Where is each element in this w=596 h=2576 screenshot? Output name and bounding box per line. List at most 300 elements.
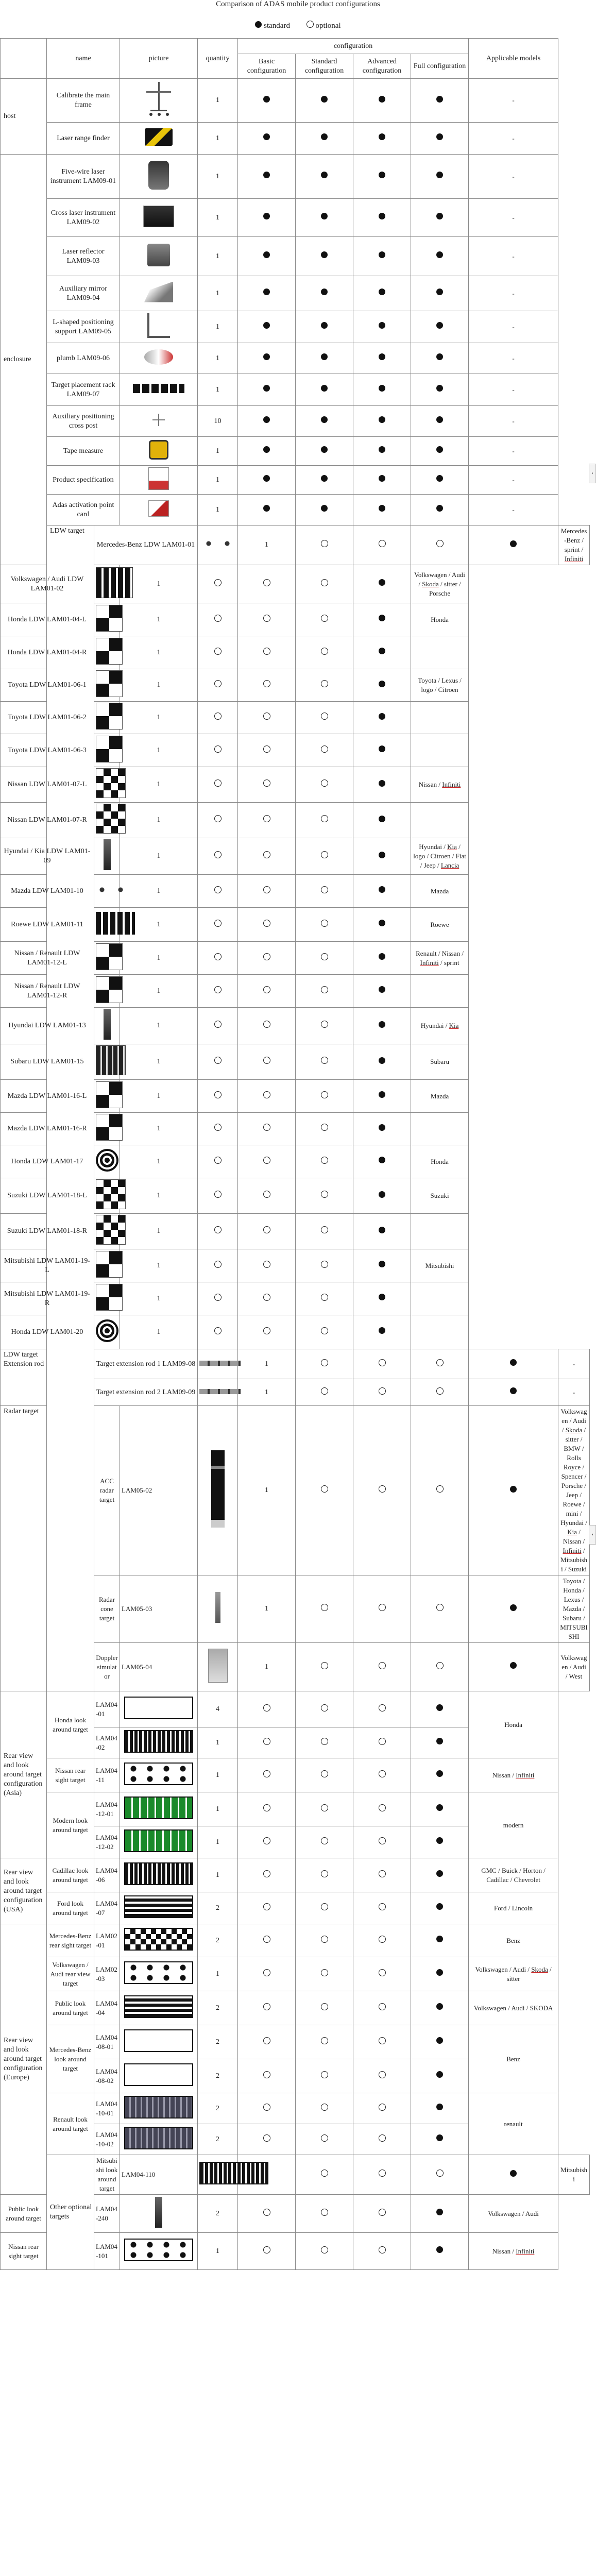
applicable-models: Roewe xyxy=(411,908,469,942)
item-picture xyxy=(94,1249,120,1282)
filled-circle-icon xyxy=(436,1969,443,1976)
config-standard-cell xyxy=(296,1792,353,1826)
config-standard-cell xyxy=(238,908,296,942)
config-advanced-cell xyxy=(411,526,469,565)
table-row xyxy=(1,276,590,311)
config-basic-cell xyxy=(198,1249,238,1282)
item-name: Laser range finder xyxy=(47,123,120,155)
filled-circle-icon xyxy=(263,322,270,329)
config-standard-cell xyxy=(353,1349,411,1379)
config-full-cell xyxy=(469,2155,558,2195)
item-picture xyxy=(94,734,120,767)
item-quantity: 1 xyxy=(120,1080,198,1113)
hollow-circle-icon xyxy=(321,851,328,858)
mat-image xyxy=(124,2239,193,2261)
applicable-models: Mercedes-Benz / sprint / Infiniti xyxy=(558,526,590,565)
table-row xyxy=(1,1858,590,1892)
filled-circle-icon xyxy=(379,1091,385,1098)
item-quantity: 1 xyxy=(238,1575,296,1643)
hollow-circle-icon xyxy=(379,2170,386,2177)
item-name: Mazda LDW LAM01-16-R xyxy=(1,1113,94,1145)
config-advanced-cell xyxy=(296,1178,353,1214)
hollow-circle-icon xyxy=(321,1124,328,1131)
item-name: Suzuki LDW LAM01-18-L xyxy=(1,1178,94,1214)
hollow-circle-icon xyxy=(321,1157,328,1164)
table-row xyxy=(1,565,590,603)
laser-image xyxy=(148,161,169,190)
table-row xyxy=(1,437,590,466)
config-advanced-cell xyxy=(353,1924,411,1957)
config-advanced-cell xyxy=(353,374,411,406)
filled-circle-icon xyxy=(263,475,270,482)
item-picture xyxy=(94,838,120,875)
hollow-circle-icon xyxy=(263,1704,270,1711)
legend-standard: standard xyxy=(255,22,290,30)
panel-image xyxy=(96,1045,126,1075)
config-advanced-cell xyxy=(353,276,411,311)
item-quantity: 1 xyxy=(198,1957,238,1991)
config-full-cell xyxy=(353,838,411,875)
config-advanced-cell xyxy=(353,199,411,237)
config-full-cell xyxy=(353,636,411,669)
filled-circle-icon xyxy=(379,852,385,858)
item-picture xyxy=(120,2059,198,2093)
config-basic-cell xyxy=(238,1792,296,1826)
item-quantity: 1 xyxy=(198,1758,238,1792)
config-full-cell xyxy=(353,942,411,975)
table-row xyxy=(1,237,590,276)
hollow-circle-icon xyxy=(379,1485,386,1493)
applicable-models xyxy=(411,1282,469,1315)
mat-image xyxy=(124,1730,193,1753)
filled-circle-icon xyxy=(379,96,385,103)
config-full-cell xyxy=(411,437,469,466)
config-basic-cell xyxy=(296,2155,353,2195)
config-full-cell xyxy=(411,1727,469,1758)
hollow-circle-icon xyxy=(379,2003,386,2010)
item-quantity: 2 xyxy=(198,1924,238,1957)
config-standard-cell xyxy=(353,1379,411,1406)
item-name: Honda LDW LAM01-04-L xyxy=(1,603,94,636)
config-full-cell xyxy=(353,1008,411,1044)
item-code: LAM05-04 xyxy=(120,1643,198,1691)
config-advanced-cell xyxy=(353,1957,411,1991)
filled-circle-icon xyxy=(436,1870,443,1877)
applicable-models xyxy=(411,975,469,1008)
mat-image xyxy=(124,2063,193,2086)
item-quantity: 1 xyxy=(120,565,198,603)
hollow-circle-icon xyxy=(321,953,328,960)
item-name: Ford look around target xyxy=(47,1892,94,1924)
reflect-image xyxy=(147,244,170,266)
applicable-models: Benz xyxy=(469,1924,558,1957)
config-standard-cell xyxy=(296,1826,353,1858)
applicable-models: GMC / Buick / Horton / Cadillac / Chevrolet xyxy=(469,1858,558,1892)
hollow-circle-icon xyxy=(321,1969,328,1976)
hollow-circle-icon xyxy=(263,648,270,655)
config-standard-cell xyxy=(353,1406,411,1575)
item-name: Hyundai / Kia LDW LAM01-09 xyxy=(1,838,94,875)
scroll-right-button[interactable]: › xyxy=(589,464,596,483)
config-basic-cell xyxy=(238,1758,296,1792)
hollow-circle-icon xyxy=(321,1770,328,1777)
config-standard-cell xyxy=(296,79,353,123)
item-picture xyxy=(120,2025,198,2059)
config-advanced-cell xyxy=(353,237,411,276)
hollow-circle-icon xyxy=(263,851,270,858)
config-advanced-cell xyxy=(353,1691,411,1727)
hollow-circle-icon xyxy=(379,1704,386,1711)
config-basic-cell xyxy=(198,908,238,942)
hollow-circle-icon xyxy=(436,1604,444,1611)
table-row xyxy=(1,1080,590,1113)
check-image xyxy=(96,670,123,697)
filled-circle-icon xyxy=(321,475,328,482)
hollow-circle-icon xyxy=(436,2170,444,2177)
item-quantity: 1 xyxy=(120,1214,198,1249)
check-image xyxy=(96,1114,123,1141)
config-standard-cell xyxy=(238,975,296,1008)
table-row xyxy=(1,1792,590,1826)
hollow-circle-icon xyxy=(263,2246,270,2253)
item-quantity: 1 xyxy=(120,702,198,734)
applicable-models: - xyxy=(469,123,558,155)
filled-circle-icon xyxy=(263,96,270,103)
table-row xyxy=(1,79,590,123)
config-advanced-cell xyxy=(296,1214,353,1249)
hollow-circle-icon xyxy=(263,1770,270,1777)
hollow-circle-icon xyxy=(379,1604,386,1611)
hollow-circle-icon xyxy=(321,920,328,927)
filled-circle-icon xyxy=(436,1837,443,1844)
hollow-circle-icon xyxy=(379,1837,386,1844)
hollow-circle-icon xyxy=(321,1021,328,1028)
config-basic-cell xyxy=(198,603,238,636)
table-row xyxy=(1,803,590,838)
table-row xyxy=(1,908,590,942)
filled-circle-icon xyxy=(379,986,385,993)
item-name: Honda LDW LAM01-04-R xyxy=(1,636,94,669)
config-basic-cell xyxy=(198,565,238,603)
item-name: Tape measure xyxy=(47,437,120,466)
config-basic-cell xyxy=(238,155,296,199)
table-row xyxy=(1,2155,590,2195)
applicable-models: - xyxy=(469,199,558,237)
hollow-circle-icon xyxy=(214,615,222,622)
item-picture xyxy=(198,1643,238,1691)
config-full-cell xyxy=(411,495,469,526)
item-code: LAM04-01 xyxy=(94,1691,120,1727)
item-quantity: 1 xyxy=(198,1858,238,1892)
config-basic-cell xyxy=(238,1858,296,1892)
config-full-cell xyxy=(469,1575,558,1643)
table-row xyxy=(1,702,590,734)
item-name: Mazda LDW LAM01-16-L xyxy=(1,1080,94,1113)
config-full-cell xyxy=(411,1924,469,1957)
applicable-models: Benz xyxy=(469,2025,558,2093)
hollow-circle-icon xyxy=(321,1738,328,1745)
table-row xyxy=(1,199,590,237)
item-quantity: 1 xyxy=(120,1044,198,1080)
hollow-circle-icon xyxy=(214,851,222,858)
config-advanced-cell xyxy=(296,1044,353,1080)
hollow-circle-icon xyxy=(321,2003,328,2010)
config-standard-cell xyxy=(238,1315,296,1349)
config-advanced-cell xyxy=(411,1643,469,1691)
config-advanced-cell xyxy=(296,1282,353,1315)
hollow-circle-icon xyxy=(214,1226,222,1233)
item-name: plumb LAM09-06 xyxy=(47,343,120,374)
item-quantity: 1 xyxy=(198,374,238,406)
config-full-cell xyxy=(411,374,469,406)
hollow-circle-icon xyxy=(379,2104,386,2111)
header-picture: picture xyxy=(120,39,198,79)
config-standard-cell xyxy=(238,1214,296,1249)
hollow-circle-icon xyxy=(214,713,222,720)
filled-circle-icon xyxy=(379,475,385,482)
filled-circle-icon xyxy=(379,1261,385,1267)
hollow-circle-icon xyxy=(214,579,222,586)
config-advanced-cell xyxy=(411,2155,469,2195)
config-full-cell xyxy=(411,2059,469,2093)
config-advanced-cell xyxy=(296,1080,353,1113)
item-code: LAM05-02 xyxy=(120,1406,198,1575)
config-standard-cell xyxy=(238,803,296,838)
applicable-models: Honda xyxy=(411,603,469,636)
header-advanced: Advanced configuration xyxy=(353,54,411,79)
item-name: Mitsubishi look around target xyxy=(94,2155,120,2195)
doppler-image xyxy=(208,1649,228,1683)
config-standard-cell xyxy=(353,526,411,565)
item-picture xyxy=(94,803,120,838)
mat-image xyxy=(124,1797,193,1819)
item-name: Toyota LDW LAM01-06-2 xyxy=(1,702,94,734)
hollow-circle-icon xyxy=(321,779,328,787)
config-full-cell xyxy=(411,2233,469,2270)
table-row xyxy=(1,1991,590,2025)
item-picture xyxy=(120,79,198,123)
header-configuration: configuration xyxy=(238,39,469,54)
applicable-models: Volkswagen / Audi / Skoda / sitter / Porsche xyxy=(411,565,469,603)
filled-circle-icon xyxy=(436,1804,443,1811)
filled-circle-icon xyxy=(436,1704,443,1711)
hollow-circle-icon xyxy=(321,579,328,586)
card-image xyxy=(148,500,169,517)
item-code: LAM04-12-01 xyxy=(94,1792,120,1826)
item-quantity: 1 xyxy=(198,466,238,495)
config-advanced-cell xyxy=(353,79,411,123)
config-advanced-cell xyxy=(353,155,411,199)
config-full-cell xyxy=(469,1349,558,1379)
header-models: Applicable models xyxy=(469,39,558,79)
config-standard-cell xyxy=(296,199,353,237)
item-name: ACC radar target xyxy=(94,1406,120,1575)
item-name: Mitsubishi LDW LAM01-19-L xyxy=(1,1249,94,1282)
item-name: Suzuki LDW LAM01-18-R xyxy=(1,1214,94,1249)
item-name: Nissan LDW LAM01-07-L xyxy=(1,767,94,803)
config-full-cell xyxy=(411,199,469,237)
config-advanced-cell xyxy=(411,1349,469,1379)
config-basic-cell xyxy=(238,495,296,526)
item-quantity: 1 xyxy=(120,767,198,803)
filled-circle-icon xyxy=(379,816,385,822)
config-standard-cell xyxy=(238,603,296,636)
filled-circle-icon xyxy=(436,2104,443,2110)
filled-circle-icon xyxy=(379,133,385,140)
config-full-cell xyxy=(353,669,411,702)
filled-circle-icon xyxy=(379,579,385,586)
config-advanced-cell xyxy=(296,908,353,942)
filled-circle-icon xyxy=(436,251,443,258)
filled-circle-icon xyxy=(321,172,328,178)
config-standard-cell xyxy=(238,636,296,669)
config-full-cell xyxy=(469,1379,558,1406)
config-standard-cell xyxy=(296,1758,353,1792)
item-quantity: 1 xyxy=(120,1145,198,1178)
table-row xyxy=(1,875,590,908)
config-standard-cell xyxy=(238,702,296,734)
hollow-circle-icon xyxy=(379,1359,386,1366)
hollow-circle-icon xyxy=(321,1936,328,1943)
config-standard-cell xyxy=(238,1145,296,1178)
item-name: Cadillac look around target xyxy=(47,1858,94,1892)
item-picture xyxy=(198,2155,238,2195)
category-cell: Rear view and look around target configuration (USA) xyxy=(1,1858,47,1924)
item-picture xyxy=(120,199,198,237)
config-full-cell xyxy=(353,1214,411,1249)
check-image xyxy=(96,976,123,1003)
item-name: Nissan / Renault LDW LAM01-12-R xyxy=(1,975,94,1008)
config-standard-cell xyxy=(238,875,296,908)
scroll-right-button[interactable]: › xyxy=(589,1525,596,1545)
config-advanced-cell xyxy=(353,2195,411,2233)
config-advanced-cell xyxy=(296,803,353,838)
applicable-models: - xyxy=(469,406,558,437)
item-name: Honda look around target xyxy=(47,1691,94,1758)
hollow-circle-icon xyxy=(263,2104,270,2111)
item-code: LAM04-08-02 xyxy=(94,2059,120,2093)
config-full-cell xyxy=(353,875,411,908)
config-standard-cell xyxy=(296,374,353,406)
config-full-cell xyxy=(411,1758,469,1792)
check-image xyxy=(96,1284,123,1311)
filled-circle-icon xyxy=(321,505,328,512)
config-standard-cell xyxy=(296,1892,353,1924)
circle-image xyxy=(96,1319,118,1342)
item-quantity: 1 xyxy=(238,526,296,565)
item-quantity: 1 xyxy=(120,669,198,702)
stand-image xyxy=(104,1009,111,1040)
config-basic-cell xyxy=(296,1406,353,1575)
item-quantity: 1 xyxy=(198,199,238,237)
item-picture xyxy=(120,1792,198,1826)
filled-circle-icon xyxy=(436,2134,443,2141)
filled-circle-icon xyxy=(436,446,443,453)
config-standard-cell xyxy=(296,1858,353,1892)
hollow-circle-icon xyxy=(263,1936,270,1943)
table-row xyxy=(1,1249,590,1282)
config-standard-cell xyxy=(238,565,296,603)
config-basic-cell xyxy=(238,374,296,406)
config-standard-cell xyxy=(296,1991,353,2025)
item-picture xyxy=(94,942,120,975)
bars-image xyxy=(96,912,135,935)
header-name: name xyxy=(47,39,120,79)
item-quantity: 2 xyxy=(198,1892,238,1924)
config-full-cell xyxy=(411,1991,469,2025)
config-basic-cell xyxy=(198,838,238,875)
filled-circle-icon xyxy=(379,172,385,178)
hollow-circle-icon xyxy=(263,615,270,622)
config-full-cell xyxy=(353,1145,411,1178)
config-basic-cell xyxy=(198,636,238,669)
item-quantity: 1 xyxy=(120,1282,198,1315)
hollow-circle-icon xyxy=(263,1191,270,1198)
header-standard: Standard configuration xyxy=(296,54,353,79)
item-picture xyxy=(120,1991,198,2025)
config-standard-cell xyxy=(238,1044,296,1080)
hollow-circle-icon xyxy=(321,1294,328,1301)
config-advanced-cell xyxy=(353,2093,411,2124)
filled-circle-icon xyxy=(436,353,443,360)
filled-circle-icon xyxy=(379,713,385,720)
config-basic-cell xyxy=(238,1892,296,1924)
item-code: LAM04-110 xyxy=(120,2155,198,2195)
item-name: Public look around target xyxy=(47,1991,94,2025)
filled-circle-icon xyxy=(436,2037,443,2044)
config-basic-cell xyxy=(238,276,296,311)
stand-image xyxy=(104,839,111,870)
category-cell: Radar target xyxy=(1,1406,47,1691)
mat-image xyxy=(124,1829,193,1852)
config-full-cell xyxy=(353,1080,411,1113)
item-name: Nissan LDW LAM01-07-R xyxy=(1,803,94,838)
hollow-circle-icon xyxy=(379,1387,386,1395)
applicable-models: Nissan / Infiniti xyxy=(469,1758,558,1792)
hollow-circle-icon xyxy=(263,1157,270,1164)
book-image xyxy=(148,467,169,490)
filled-circle-icon xyxy=(510,1387,517,1394)
hollow-circle-icon xyxy=(321,2170,328,2177)
item-name: Volkswagen / Audi rear view target xyxy=(47,1957,94,1991)
hollow-circle-icon xyxy=(321,1662,328,1669)
hollow-circle-icon xyxy=(214,815,222,822)
config-basic-cell xyxy=(238,2093,296,2124)
item-quantity: 2 xyxy=(198,2025,238,2059)
config-standard-cell xyxy=(238,942,296,975)
applicable-models: Mitsubishi xyxy=(411,1249,469,1282)
filled-circle-icon xyxy=(379,251,385,258)
item-picture xyxy=(94,1080,120,1113)
config-standard-cell xyxy=(296,1924,353,1957)
item-quantity: 2 xyxy=(198,2093,238,2124)
check-image xyxy=(96,638,123,665)
item-quantity: 1 xyxy=(120,603,198,636)
filled-circle-icon xyxy=(379,1157,385,1163)
config-full-cell xyxy=(411,123,469,155)
item-quantity: 4 xyxy=(198,1691,238,1727)
applicable-models: renault xyxy=(469,2093,558,2155)
filled-circle-icon xyxy=(436,172,443,178)
config-basic-cell xyxy=(238,437,296,466)
item-name: Adas activation point card xyxy=(47,495,120,526)
hollow-circle-icon xyxy=(306,21,314,28)
hollow-circle-icon xyxy=(321,2104,328,2111)
config-basic-cell xyxy=(238,2233,296,2270)
config-advanced-cell xyxy=(353,1892,411,1924)
filled-circle-icon xyxy=(379,681,385,687)
table-row xyxy=(1,526,590,565)
